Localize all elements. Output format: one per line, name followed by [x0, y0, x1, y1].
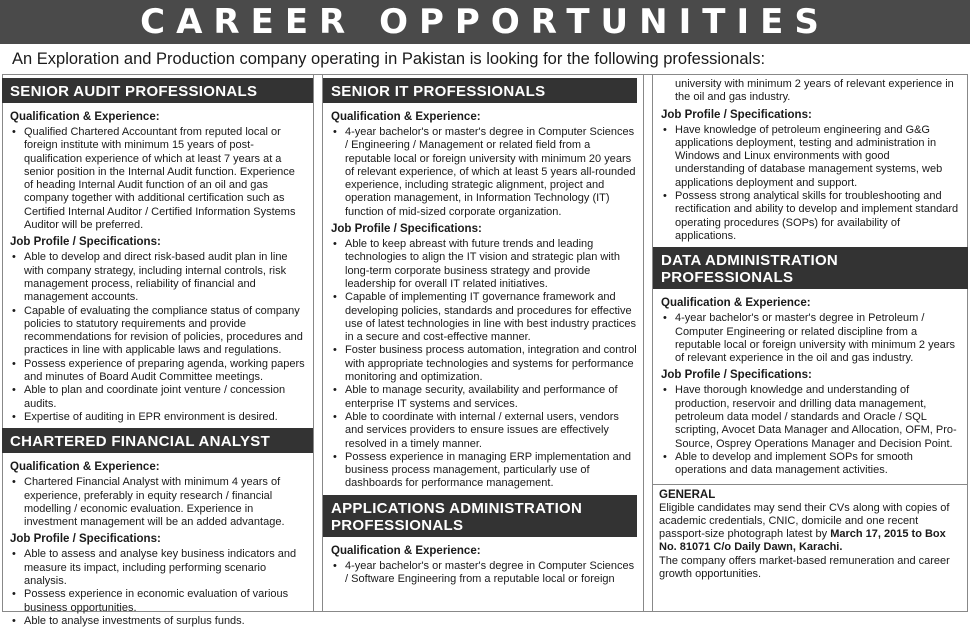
general-paragraph-1	[653, 502, 968, 555]
qualification-list	[2, 126, 313, 232]
job-profile-label: Job Profile / Specifications:	[10, 533, 161, 546]
list-item: • Able to manage security, availability and performance of enterprise IT systems and services.	[331, 384, 637, 411]
list-item: • Have knowledge of petroleum engineering and G&G applications deployment, testing and administration in Windows and Linux environments with good understanding of database management systems, web applications deployment and support.	[661, 124, 962, 190]
qualification-list	[653, 312, 968, 365]
job-profile-label: Job Profile / Specifications:	[661, 108, 812, 121]
list-item: • 4-year bachelor's or master's degree in Computer Sciences / Engineering / Management or related field from a reputable local or foreign university with minimum 20 years of relevant experience, of which at least 5 years all-rounded experience, including strategic alignment, project and operation management, in Information Technology (IT) function of mid-sized corporate organization.	[331, 126, 637, 219]
list-item: • Able to keep abreast with future trends and leading technologies to align the IT vision and strategic plan with long-term corporate business strategy and provide leadership for overall IT related initiatives.	[331, 238, 637, 291]
job-profile-list	[323, 238, 643, 491]
column-3	[652, 74, 968, 612]
deadline-text: March 17, 2015 to Box No. 81071 C/o Daily Dawn, Karachi.	[659, 528, 946, 554]
intro-text: An Exploration and Production company operating in Pakistan is looking for the following professionals:	[12, 50, 766, 68]
general-paragraph-2: The company offers market-based remuneration and career growth opportunities.	[659, 554, 950, 581]
page-title: CAREER OPPORTUNITIES	[0, 0, 970, 44]
section-header-senior-it: SENIOR IT PROFESSIONALS	[323, 78, 637, 103]
qualification-list	[323, 126, 643, 219]
job-profile-label: Job Profile / Specifications:	[331, 223, 482, 236]
qualification-label: Qualification & Experience:	[331, 111, 481, 123]
qualification-list	[2, 476, 313, 529]
job-profile-list	[653, 124, 968, 244]
job-profile-label: Job Profile / Specifications:	[661, 369, 812, 382]
section-header-apps-admin: APPLICATIONS ADMINISTRATION PROFESSIONALS	[323, 495, 637, 537]
section-header-data-admin: DATA ADMINISTRATION PROFESSIONALS	[653, 247, 968, 289]
list-item: • Capable of evaluating the compliance status of company policies to statutory requirements and provide recommendations for revision of policies, procedures and practices in line with applicable laws and regulations.	[10, 305, 307, 358]
general-title: GENERAL	[659, 488, 716, 501]
general-section	[653, 485, 968, 582]
list-item: • Able to analyse investments of surplus funds.	[10, 615, 307, 628]
list-item: • 4-year bachelor's or master's degree in Computer Sciences / Software Engineering from a reputable local or foreign	[331, 560, 637, 587]
qualification-label: Qualification & Experience:	[331, 544, 481, 557]
job-profile-list	[2, 548, 313, 628]
list-item: • Able to plan and coordinate joint venture / concession audits.	[10, 384, 307, 411]
section-header-senior-audit: SENIOR AUDIT PROFESSIONALS	[2, 78, 313, 103]
column-2	[322, 74, 644, 612]
list-item: • 4-year bachelor's or master's degree in Petroleum / Computer Engineering or related discipline from a reputable local or foreign university with minimum 2 years of relevant experience in the oil and gas industry.	[661, 312, 962, 365]
list-item: • Capable of implementing IT governance framework and developing policies, standards and procedures for effective use of latest technologies in line with best industry practices in a secure and cost-effective manner.	[331, 291, 637, 344]
list-item: • Able to develop and direct risk-based audit plan in line with company strategy, including internal controls, risk management process, reliability of financial and management accounts.	[10, 251, 307, 304]
list-item: • Qualified Chartered Accountant from reputed local or foreign institute with minimum 15 years of post-qualification experience of which at least 7 years at a senior position in the Internal Audit function. Experience of heading Internal Audit function of an oil and gas company together with additional certification such as Certified Internal Auditor / Certified Information Systems Auditor will be preferred.	[10, 126, 307, 232]
job-profile-list	[2, 251, 313, 424]
section-header-cfa: CHARTERED FINANCIAL ANALYST	[2, 428, 313, 453]
column-1	[2, 74, 314, 627]
list-item: • Able to assess and analyse key business indicators and measure its impact, including performing scenario analysis.	[10, 548, 307, 588]
list-item: • Have thorough knowledge and understanding of production, reservoir and drilling data management, petroleum data model / standards and Oracle / SQL scripting, Avocet Data Manager and Allocation, OFM, Pro-Source, Osprey Operations Manager and Decision Point.	[661, 384, 962, 450]
qualification-list	[323, 560, 643, 587]
list-item: • Possess experience in economic evaluation of various business opportunities.	[10, 588, 307, 615]
qualification-label: Qualification & Experience:	[10, 461, 160, 474]
list-item: • Possess experience of preparing agenda, working papers and minutes of Board Audit Committee meetings.	[10, 358, 307, 385]
list-item: • Expertise of auditing in EPR environment is desired.	[10, 411, 307, 424]
list-item: • Chartered Financial Analyst with minimum 4 years of experience, preferably in equity research / financial modelling / economic evaluation. Experience in investment management will be an added advantage.	[10, 476, 307, 529]
general-text: Eligible candidates may send their CVs along with copies of academic credentials, CNIC, domicile and one recent passport-size photograph latest by	[659, 501, 950, 541]
list-item: • Able to coordinate with internal / external users, vendors and services providers to ensure issues are effectively resolved in a timely manner.	[331, 411, 637, 451]
continued-text: university with minimum 2 years of relevant experience in the oil and gas industry.	[675, 78, 954, 104]
list-item: • Possess experience in managing ERP implementation and business process management, particularly use of dashboards for performance management.	[331, 451, 637, 491]
list-item: • Foster business process automation, integration and control with appropriate technologies and systems for performance monitoring and optimization.	[331, 344, 637, 384]
qualification-label: Qualification & Experience:	[10, 111, 160, 123]
list-item: • Able to develop and implement SOPs for smooth operations and data management activities.	[661, 451, 962, 478]
job-profile-list	[653, 384, 968, 477]
list-item: • Possess strong analytical skills for troubleshooting and rectification and ability to develop and implement standard operating procedures (SOPs) for availability of applications.	[661, 190, 962, 243]
job-profile-label: Job Profile / Specifications:	[10, 236, 161, 249]
qualification-label: Qualification & Experience:	[661, 297, 811, 310]
